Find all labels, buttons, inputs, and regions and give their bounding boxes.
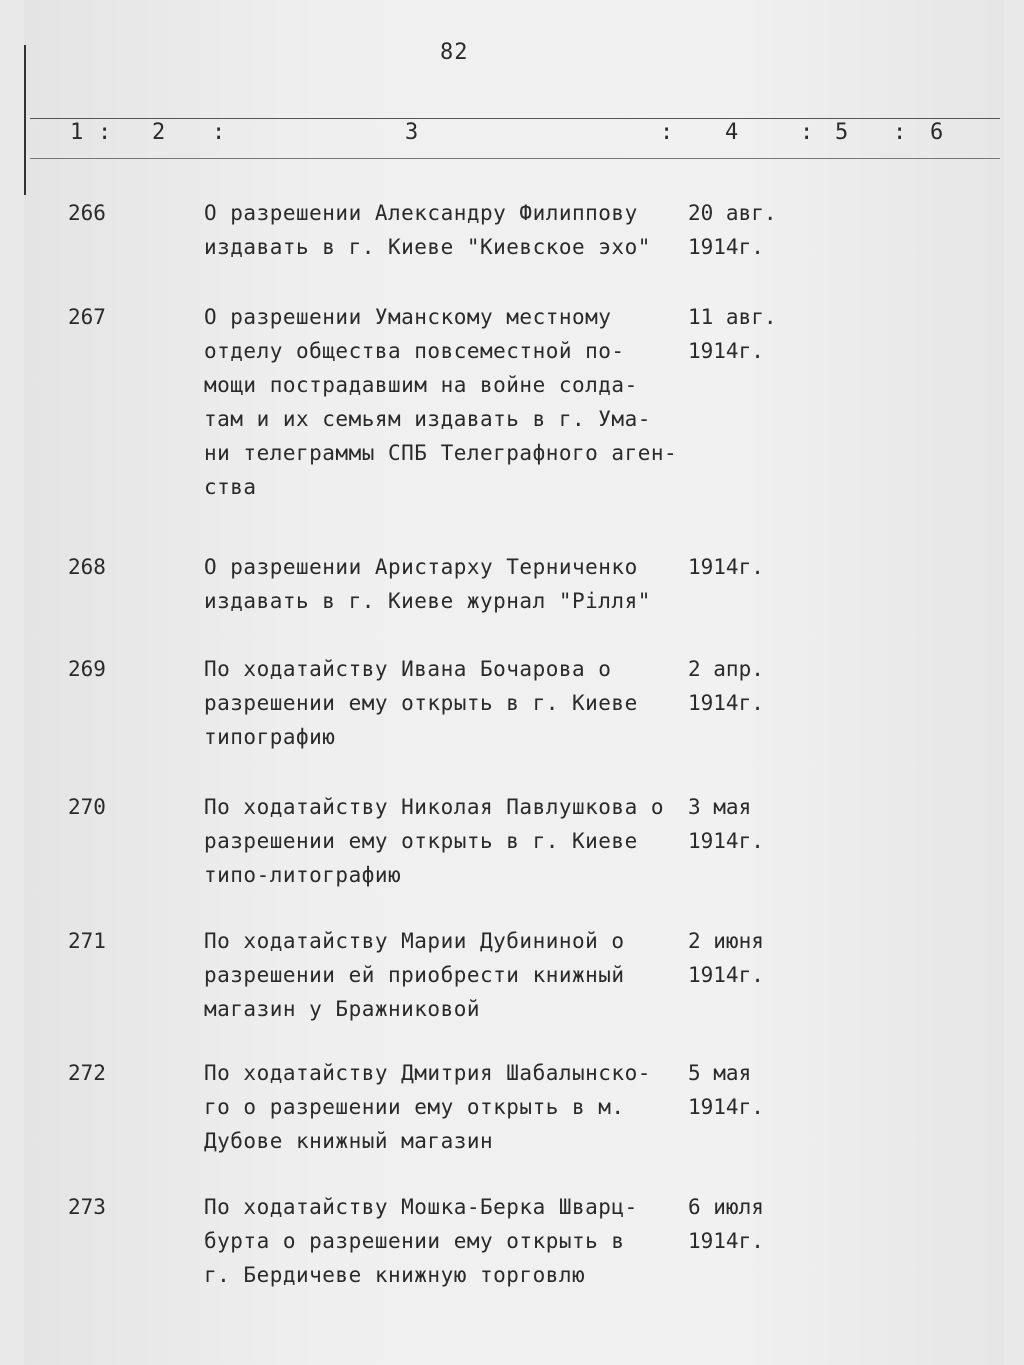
entry-date: 11 авг. 1914г. xyxy=(688,305,777,363)
entry-description: По ходатайству Мошка-Берка Шварц- бурта о разрешении ему открыть в г. Бердичеве книжную торговлю xyxy=(204,1195,638,1287)
entry-date: 6 июля 1914г. xyxy=(688,1195,764,1253)
column-header-6: 6 xyxy=(930,120,944,145)
entry-number: 266 xyxy=(68,201,106,225)
binding-edge xyxy=(0,45,26,195)
entry-number: 270 xyxy=(68,795,106,819)
column-separator: : xyxy=(800,120,814,145)
page-number: 82 xyxy=(440,40,469,65)
column-separator: : xyxy=(893,120,907,145)
column-header-1: 1 xyxy=(70,120,84,145)
entry-description: По ходатайству Дмитрия Шабалынско- го о разрешении ему открыть в м. Дубове книжный магазин xyxy=(204,1061,651,1153)
column-header-3: 3 xyxy=(405,120,419,145)
entry-description: О разрешении Уманскому местному отделу общества повсеместной по- мощи пострадавшим на войне солда- там и их семьям издавать в г. Ума- ни телеграммы СПБ Телеграфного аген- ства xyxy=(204,305,678,499)
entry-date: 3 мая 1914г. xyxy=(688,795,764,853)
entry-number: 273 xyxy=(68,1195,106,1219)
entry-number: 271 xyxy=(68,929,106,953)
column-header-4: 4 xyxy=(725,120,739,145)
entry-number: 267 xyxy=(68,305,106,329)
entry-date: 2 июня 1914г. xyxy=(688,929,764,987)
column-separator: : xyxy=(98,120,112,145)
column-separator: : xyxy=(212,120,226,145)
entry-description: По ходатайству Николая Павлушкова о разрешении ему открыть в г. Киеве типо-литографию xyxy=(204,795,665,887)
entry-date: 20 авг. 1914г. xyxy=(688,201,777,259)
entry-number: 268 xyxy=(68,555,106,579)
entry-description: О разрешении Александру Филиппову издавать в г. Киеве "Киевское эхо" xyxy=(204,201,651,259)
header-rule-top xyxy=(30,118,1000,119)
column-separator: : xyxy=(660,120,674,145)
header-rule-bottom xyxy=(30,158,1000,159)
column-header-2: 2 xyxy=(152,120,166,145)
column-header-5: 5 xyxy=(835,120,849,145)
entry-date: 5 мая 1914г. xyxy=(688,1061,764,1119)
entry-number: 272 xyxy=(68,1061,106,1085)
entry-date: 1914г. xyxy=(688,555,764,579)
entry-description: О разрешении Аристарху Терниченко издавать в г. Киеве журнал "Рілля" xyxy=(204,555,651,613)
entry-description: По ходатайству Марии Дубининой о разрешении ей приобрести книжный магазин у Бражниковой xyxy=(204,929,625,1021)
entry-date: 2 апр. 1914г. xyxy=(688,657,764,715)
entry-description: По ходатайству Ивана Бочарова о разрешении ему открыть в г. Киеве типографию xyxy=(204,657,638,749)
entry-number: 269 xyxy=(68,657,106,681)
